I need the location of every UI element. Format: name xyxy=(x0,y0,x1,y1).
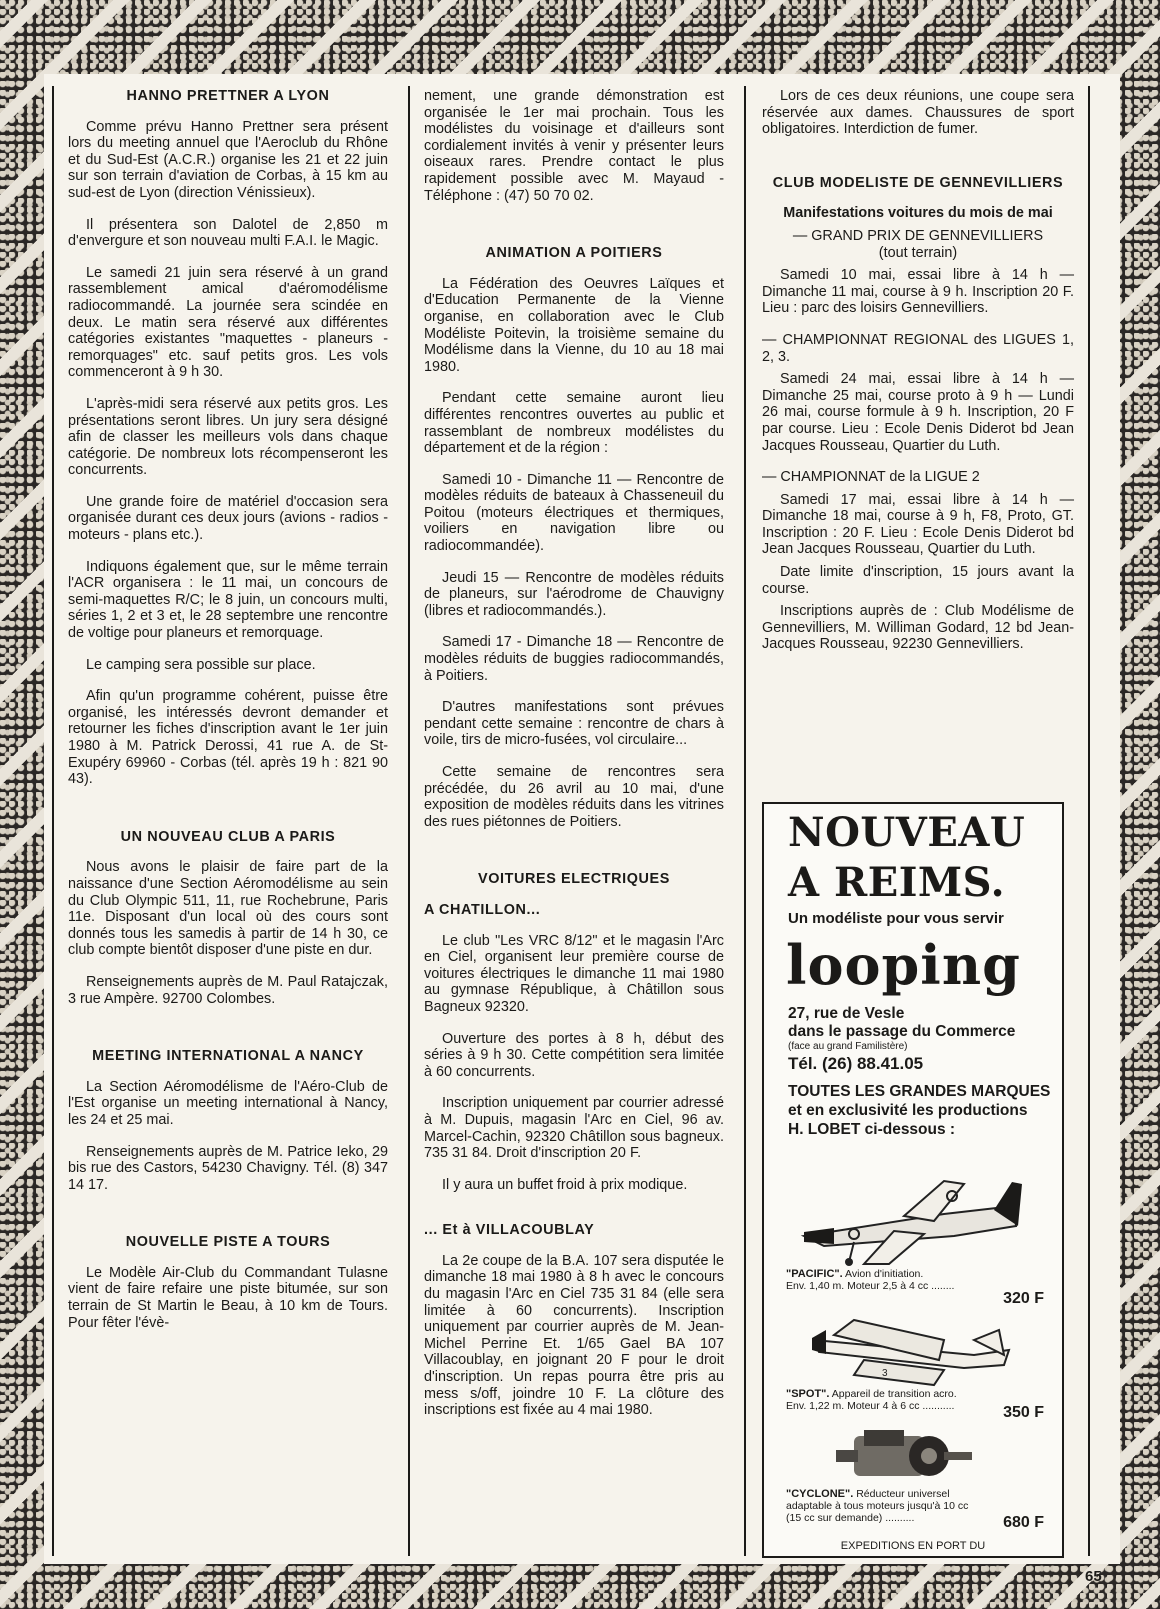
column-rule xyxy=(744,86,746,1556)
column-rule xyxy=(52,86,54,1556)
paragraph: Pendant cette semaine auront lieu différentes rencontres ouvertes au public et rassemblant de nombreux modélistes du département et de la région : xyxy=(424,390,724,457)
paragraph: Samedi 24 mai, essai libre à 14 h — Dimanche 25 mai, course proto à 9 h — Lundi 26 mai, course formule à 9 h. Inscription, 20 F par course. Lieu : Ecole Denis Diderot bd Jean Jacques Rousseau, Quartier du Luth. xyxy=(762,371,1074,454)
ad-brands xyxy=(788,1082,1062,1139)
heading-voitures-electriques: VOITURES ELECTRIQUES xyxy=(478,871,670,888)
paragraph: Jeudi 15 — Rencontre de modèles réduits de planeurs, sur l'aérodrome de Chauvigny (libres et radiocommandés.). xyxy=(424,569,724,619)
event-title: — GRAND PRIX DE GENNEVILLIERS xyxy=(792,227,1044,244)
ad-footer: EXPEDITIONS EN PORT DU xyxy=(840,1540,986,1552)
ad-address-note: (face au grand Familistère) xyxy=(788,1041,908,1052)
column-rule xyxy=(408,86,410,1556)
product-spec: Env. 1,22 m. Moteur 4 à 6 cc ........... xyxy=(786,1400,955,1412)
ad-brands-line: et en exclusivité les productions xyxy=(788,1102,1028,1119)
paragraph: Lors de ces deux réunions, une coupe sera réservée aux dames. Chaussures de sport obligatoires. Interdiction de fumer. xyxy=(762,88,1074,138)
ad-brands-line: TOUTES LES GRANDES MARQUES xyxy=(788,1083,1051,1100)
product-pacific xyxy=(786,1268,1044,1308)
product-price: 680 F xyxy=(1003,1514,1044,1531)
ad-brands-line: H. LOBET ci-dessous : xyxy=(788,1121,956,1138)
heading-chatillon: A CHATILLON... xyxy=(424,901,541,918)
cyclone-reducer-photo xyxy=(834,1422,974,1490)
heading-animation-poitiers: ANIMATION A POITIERS xyxy=(485,245,663,262)
paragraph: Il y aura un buffet froid à prix modique. xyxy=(442,1176,688,1193)
product-description: Réducteur universel adaptable à tous moteurs jusqu'à 10 cc (15 cc sur demande) .......... xyxy=(786,1488,969,1524)
paragraph: Le samedi 21 juin sera réservé à un grand rassemblement amical d'aéromodélisme radiocommandé. La journée sera scindée en deux. Le matin sera réservé aux différentes catégories existantes "maquettes - planeurs - remorquages" etc. sauf petits gros. Les vols commenceront à 9 h 30. xyxy=(68,264,388,381)
paragraph: L'après-midi sera réservé aux petits gros. Les présentations seront libres. Un jury sera désigné afin de classer les meilleurs vols dans chaque catégorie. De nombreux lots récompenseront les concurrents. xyxy=(68,395,388,479)
paragraph: Samedi 17 - Dimanche 18 — Rencontre de modèles réduits de buggies radiocommandés, à Poitiers. xyxy=(424,634,724,684)
ad-phone: Tél. (26) 88.41.05 xyxy=(788,1054,924,1073)
heading-piste-tours: NOUVELLE PISTE A TOURS xyxy=(125,1234,331,1251)
paragraph: Renseignements auprès de M. Paul Ratajczak, 3 rue Ampère. 92700 Colombes. xyxy=(68,973,388,1007)
ad-tagline: Un modéliste pour vous servir xyxy=(788,910,1004,927)
paragraph: Le club "Les VRC 8/12" et le magasin l'Arc en Ciel, organisent leur première course de voitures électriques le dimanche 11 mai 1980 au gymnase République, à Châtillon sous Bagneux 92320. xyxy=(424,932,724,1015)
product-cyclone xyxy=(786,1488,1044,1532)
paragraph: Comme prévu Hanno Prettner sera présent lors du meeting annuel que l'Aeroclub du Rhône et du Sud-Est (A.C.R.) organise les 21 et 22 juin sur son terrain d'aviation de Corbas, à 15 km au sud-est de Lyon (direction Vénissieux). xyxy=(68,118,388,201)
ad-address xyxy=(788,1005,1062,1041)
paragraph: La 2e coupe de la B.A. 107 sera disputée le dimanche 18 mai 1980 à 8 h avec le concours du magasin l'Arc en Ciel 735 31 84 (elle sera limitée à 60 concurrents). Inscription uniquement par courrier auprès de M. Jean-Michel Perrine Et. 1/65 Gael BA 107 Villacoublay, en joignant 20 F pour le droit d'inscription. Un repas pourra être pris au mess s/off, joindre 10 F. La clôture des inscriptions est fixée au 4 mai 1980. xyxy=(424,1252,724,1419)
ad-address-line: dans le passage du Commerce xyxy=(788,1023,1016,1040)
product-description: Avion d'initiation. xyxy=(845,1268,924,1280)
svg-text:3: 3 xyxy=(882,1368,888,1379)
product-spec: Env. 1,40 m. Moteur 2,5 à 4 cc ........ xyxy=(786,1280,955,1292)
paragraph: Cette semaine de rencontres sera précédée, du 26 avril au 10 mai, d'une exposition de modèles réduits dans les vitrines des rues piétonnes de Poitiers. xyxy=(424,764,724,830)
paragraph: nement, une grande démonstration est organisée le 1er mai prochain. Tous les modélistes du voisinage et d'ailleurs sont cordialement invités à venir y présenter leurs oiseaux rares. Prendre contact le plus rapidement possible avec M. Mayaud - Téléphone : (47) 50 70 02. xyxy=(424,88,724,204)
paragraph: Il présentera son Dalotel de 2,850 m d'envergure et son nouveau multi F.A.I. le Magic. xyxy=(68,216,388,250)
paragraph: Nous avons le plaisir de faire part de la naissance d'une Section Aéromodélisme au sein du Club Olympic 511, 11, rue Rochebrune, Paris 11e. Disposant d'un local où des cours sont donnés tous les samedis à partir de 14 h 30, ce club compte bientôt disposer d'une piste en dur. xyxy=(68,859,388,959)
paragraph: Samedi 17 mai, essai libre à 14 h — Dimanche 18 mai, course à 9 h, F8, Proto, GT. Inscription : 20 F. Lieu : Ecole Denis Diderot bd Jean Jacques Rousseau, Quartier du Luth. xyxy=(762,491,1074,558)
paragraph: Renseignements auprès de M. Patrice Ieko, 29 bis rue des Castors, 54230 Chavigny. Tél. (8) 347 14 17. xyxy=(68,1143,388,1193)
paragraph: D'autres manifestations sont prévues pendant cette semaine : rencontre de chars à voile, tirs de micro-fusées, vol circulaire... xyxy=(424,699,724,749)
page-number: 65 xyxy=(1085,1568,1102,1585)
product-description: Appareil de transition acro. xyxy=(831,1388,957,1400)
paragraph: La Section Aéromodélisme de l'Aéro-Club de l'Est organise un meeting international à Nancy, les 24 et 25 mai. xyxy=(68,1078,388,1128)
subheading-manifestations: Manifestations voitures du mois de mai xyxy=(783,205,1053,222)
product-name: "SPOT". xyxy=(786,1388,830,1400)
product-spot xyxy=(786,1388,1044,1422)
paragraph: Une grande foire de matériel d'occasion sera organisée durant ces deux jours (avions - radios - moteurs - plans etc.). xyxy=(68,493,388,544)
paragraph: Samedi 10 - Dimanche 11 — Rencontre de modèles réduits de bateaux à Chasseneuil du Poitou (moteurs électriques et thermiques, voiliers en navigation libre ou radiocommandée). xyxy=(424,471,724,555)
magazine-page xyxy=(44,74,1120,1564)
paragraph: Inscription uniquement par courrier adressé à M. Dupuis, magasin l'Arc en Ciel, 96 av. Marcel-Cachin, 92320 Châtillon sous bagneux. 735 31 84. Droit d'inscription 20 F. xyxy=(424,1095,724,1162)
spot-airplane-photo xyxy=(794,1310,1024,1390)
ad-address-line: 27, rue de Vesle xyxy=(788,1005,905,1022)
paragraph: Samedi 10 mai, essai libre à 14 h — Dimanche 11 mai, course à 9 h. Inscription 20 F. Lieu : parc des loisirs Gennevilliers. xyxy=(762,267,1074,317)
paragraph: Date limite d'inscription, 15 jours avant la course. xyxy=(762,564,1074,597)
event-subtitle: (tout terrain) xyxy=(878,244,958,261)
product-name: "PACIFIC". xyxy=(786,1268,843,1280)
product-name: "CYCLONE". xyxy=(786,1488,854,1500)
paragraph: Afin qu'un programme cohérent, puisse être organisé, les intéressés devront demander et retourner les fiches d'inscription avant le 1er juin 1980 à M. Patrick Derossi, 41 rue A. de St-Exupéry 69960 - Corbas (tél. après 19 h : 821 90 43). xyxy=(68,688,388,788)
paragraph: Inscriptions auprès de : Club Modélisme de Gennevilliers, M. Williman Godard, 12 bd Jean-Jacques Rousseau, 92230 Gennevilliers. xyxy=(762,603,1074,653)
paragraph: Ouverture des portes à 8 h, début des séries à 9 h 30. Cette compétition sera limitée à 60 concurrents. xyxy=(424,1030,724,1080)
product-price: 320 F xyxy=(1003,1290,1044,1307)
advertisement-looping xyxy=(762,802,1064,1558)
column-1 xyxy=(68,88,388,1554)
heading-club-gennevilliers: CLUB MODELISTE DE GENNEVILLIERS xyxy=(772,174,1064,191)
ad-headline: A REIMS. xyxy=(788,859,1006,906)
heading-nouveau-club-paris: UN NOUVEAU CLUB A PARIS xyxy=(120,828,336,845)
heading-hanno-prettner: HANNO PRETTNER A LYON xyxy=(126,88,330,104)
event-title: — CHAMPIONNAT REGIONAL des LIGUES 1, 2, 3. xyxy=(762,331,1074,365)
event-title: — CHAMPIONNAT de la LIGUE 2 xyxy=(762,469,980,486)
paragraph: Le Modèle Air-Club du Commandant Tulasne vient de faire refaire une piste bitumée, sur son terrain de St Martin le Beau, à 10 km de Tours. Pour fêter l'évè- xyxy=(68,1264,388,1331)
looping-logo: looping xyxy=(786,933,1021,997)
paragraph: Indiquons également que, sur le même terrain l'ACR organisera : le 11 mai, un concours de semi-maquettes R/C; le 8 juin, un concours multi, séries 1, 2 et 3 et, le 28 septembre une rencontre de voltige pour planeurs et remorquage. xyxy=(68,558,388,642)
heading-villacoublay: ... Et à VILLACOUBLAY xyxy=(424,1222,595,1239)
column-rule xyxy=(1088,86,1090,1556)
paragraph: Le camping sera possible sur place. xyxy=(86,656,316,673)
column-2 xyxy=(424,88,724,1554)
paragraph: La Fédération des Oeuvres Laïques et d'Education Permanente de la Vienne organise, en collaboration avec le Club Modéliste Poitevin, la troisième semaine du Modélisme dans la Vienne, du 10 au 18 mai 1980. xyxy=(424,275,724,375)
heading-meeting-nancy: MEETING INTERNATIONAL A NANCY xyxy=(92,1048,364,1065)
ad-headline: NOUVEAU xyxy=(788,809,1026,856)
pacific-airplane-photo xyxy=(794,1176,1024,1268)
product-price: 350 F xyxy=(1003,1404,1044,1421)
